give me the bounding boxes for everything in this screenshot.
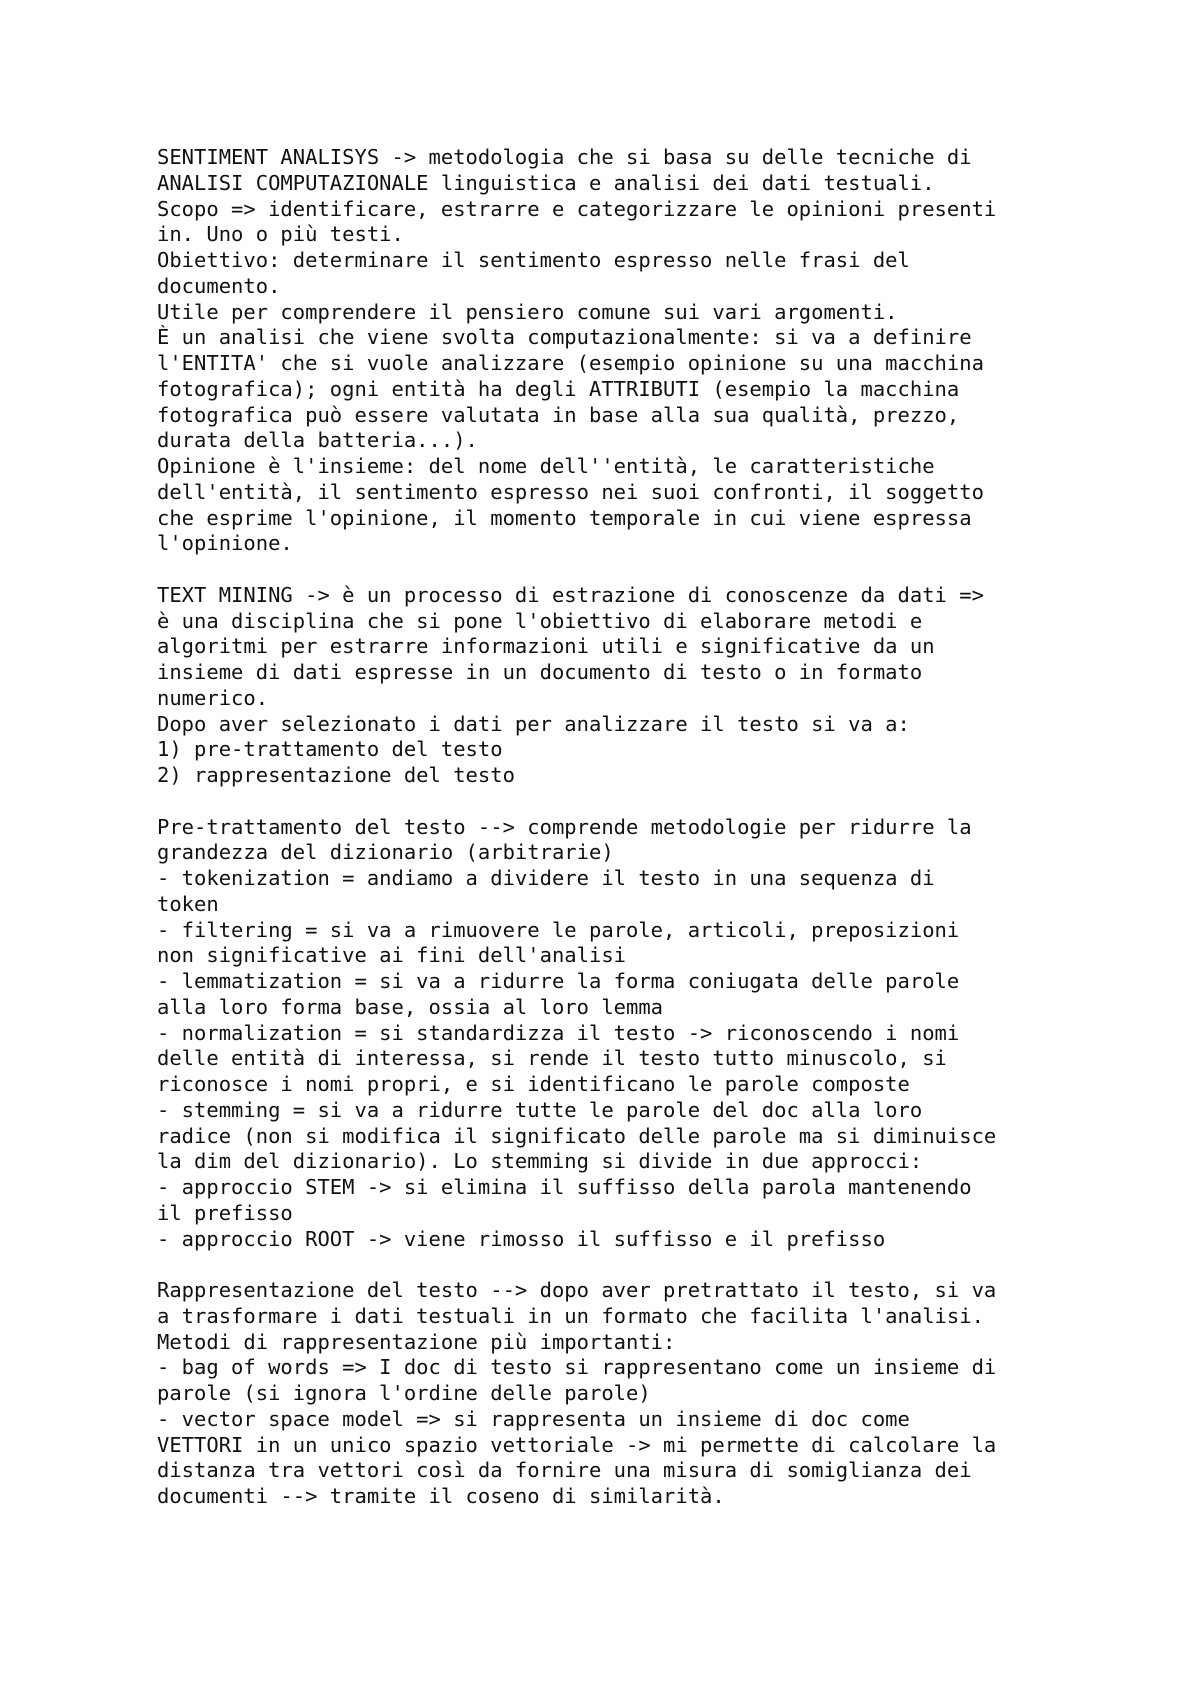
text-line: è una disciplina che si pone l'obiettivo di elaborare metodi e [157,608,923,633]
paragraph-spacer [157,789,1117,815]
text-line: distanza tra vettori così da fornire una misura di somiglianza dei [157,1458,972,1483]
text-line: - filtering = si va a rimuovere le parole, articoli, preposizioni [157,917,960,942]
text-line: Dopo aver selezionato i dati per analizzare il testo si va a: [157,711,910,736]
text-line: È un analisi che viene svolta computazionalmente: si va a definire [157,325,972,350]
text-line: Rappresentazione del testo --> dopo aver pretrattato il testo, si va [157,1278,997,1302]
paragraph [157,1278,1117,1510]
text-line: insieme di dati espresse in un documento di testo o in formato [157,660,923,684]
text-line: delle entità di interessa, si rende il testo tutto minuscolo, si [157,1046,947,1071]
text-line: Utile per comprendere il pensiero comune sui vari argomenti. [157,299,898,324]
text-line: - approccio ROOT -> viene rimosso il suffisso e il prefisso [157,1226,886,1251]
text-line: - approccio STEM -> si elimina il suffisso della parola mantenendo [157,1175,972,1199]
text-line: parole (si ignora l'ordine delle parole) [157,1381,651,1405]
text-line: Pre-trattamento del testo --> comprende metodologie per ridurre la [157,814,972,839]
paragraph-spacer [157,557,1117,583]
text-line: fotografica); ogni entità ha degli ATTRIBUTI (esempio la macchina [157,376,960,401]
document-body [157,145,1117,1510]
text-line: in. Uno o più testi. [157,222,404,247]
text-line: - tokenization = andiamo a dividere il testo in una sequenza di [157,866,935,890]
text-line: VETTORI in un unico spazio vettoriale -> mi permette di calcolare la [157,1432,997,1457]
text-line: Metodi di rappresentazione più importanti: [157,1329,676,1354]
paragraph [157,583,1117,789]
text-line: durata della batteria...). [157,428,478,453]
text-line: l'ENTITA' che si vuole analizzare (esempio opinione su una macchina [157,351,984,375]
text-line: dell'entità, il sentimento espresso nei suoi confronti, il soggetto [157,479,984,504]
text-line: token [157,891,219,916]
paragraph [157,815,1117,1253]
text-line: numerico. [157,685,269,710]
text-line: fotografica può essere valutata in base alla sua qualità, prezzo, [157,402,960,427]
text-line: TEXT MINING -> è un processo di estrazione di conoscenze da dati => [157,582,984,607]
text-line: - normalization = si standardizza il testo -> riconoscendo i nomi [157,1020,960,1045]
text-line: algoritmi per estrarre informazioni utili e significative da un [157,634,935,659]
text-line: a trasformare i dati testuali in un formato che facilita l'analisi. [157,1303,984,1328]
text-line: radice (non si modifica il significato delle parole ma si diminuisce [157,1123,997,1148]
text-line: - stemming = si va a ridurre tutte le parole del doc alla loro [157,1097,923,1122]
text-line: alla loro forma base, ossia al loro lemma [157,994,664,1019]
paragraph [157,145,1117,557]
text-line: l'opinione. [157,531,293,556]
text-line: 2) rappresentazione del testo [157,763,515,787]
text-line: documento. [157,273,281,298]
text-line: Scopo => identificare, estrarre e categorizzare le opinioni presenti [157,196,997,221]
text-line: la dim del dizionario). Lo stemming si divide in due approcci: [157,1149,923,1174]
text-line: - bag of words => I doc di testo si rappresentano come un insieme di [157,1355,997,1380]
text-line: - lemmatization = si va a ridurre la forma coniugata delle parole [157,969,960,993]
text-line: Obiettivo: determinare il sentimento espresso nelle frasi del [157,248,910,272]
text-line: 1) pre-trattamento del testo [157,737,503,762]
text-line: che esprime l'opinione, il momento temporale in cui viene espressa [157,505,972,530]
text-line: documenti --> tramite il coseno di similarità. [157,1484,725,1508]
text-line: Opinione è l'insieme: del nome dell''entità, le caratteristiche [157,454,935,478]
text-line: non significative ai fini dell'analisi [157,943,626,968]
text-line: ANALISI COMPUTAZIONALE linguistica e analisi dei dati testuali. [157,170,935,195]
text-line: il prefisso [157,1200,293,1225]
text-line: riconosce i nomi propri, e si identificano le parole composte [157,1072,910,1096]
text-line: - vector space model => si rappresenta un insieme di doc come [157,1406,910,1431]
text-line: SENTIMENT ANALISYS -> metodologia che si basa su delle tecniche di [157,145,972,169]
text-line: grandezza del dizionario (arbitrarie) [157,840,614,865]
paragraph-spacer [157,1252,1117,1278]
